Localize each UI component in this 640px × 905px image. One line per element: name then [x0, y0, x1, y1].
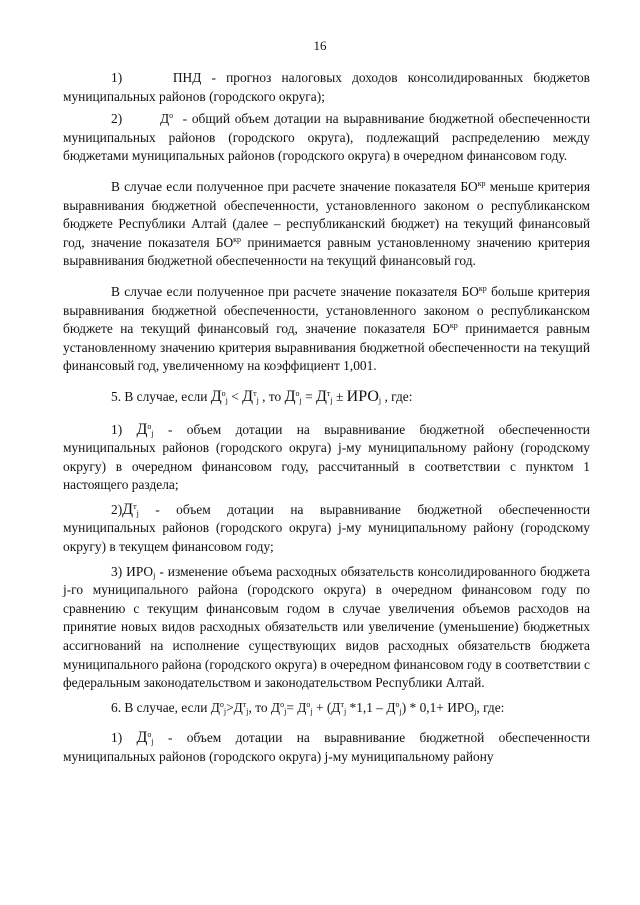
paragraph-case-5-item-2: $2)Д^т_j$ - объем дотации на выравнивание бюджетной обеспеченности муниципальных районов (городского округа) j-му муниципальному району (городскому округу) в текущем финансовом году; — [63, 500, 590, 555]
paragraph-dotation-total: 2) $Д^о$ - общий объем дотации на выравнивание бюджетной обеспеченности муниципальных районов (городского округа), подлежащий распределению между бюджетами муниципальных районов (городского округа) в очередном финансовом году. — [63, 111, 590, 164]
document-body — [63, 69, 590, 773]
paragraph-bo-less: В случае если полученное при расчете значение показателя $БО^{кр}$ меньше критерия выравнивания бюджетной обеспеченности, установленного законом о республиканском бюджете Республики Алтай (далее – республиканский бюджет) на текущий финансовый год, значение показателя $БО^{кр}$ принимается равным установленному значению критерия выравнивания бюджетной обеспеченности на текущий финансовый год. — [63, 178, 590, 269]
paragraph-case-5-item-3: 3) $ИРО_j$ - изменение объема расходных обязательств консолидированного бюджета j-го муниципального района (городского округа) в очередном финансовом году по сравнению с текущим финансовым годом в случае увеличения объемов расходов на принятие новых видов расходных обязательств или увеличение (уменьшение) бюджетных ассигнований на исполнение существующих видов расходных обязательств бюджета муниципального района (городского округа) в очередном финансовом году в соответствии с федеральным законодательством и законодательством Республики Алтай. — [63, 563, 590, 691]
paragraph-pnd: 1) ПНД - прогноз налоговых доходов консолидированных бюджетов муниципальных районов (городского округа); — [63, 70, 590, 104]
paragraph-case-5-item-1: 1) $Д^о_j$ - объем дотации на выравнивание бюджетной обеспеченности муниципальных районов (городского округа) j-му муниципальному району (городскому округу) в очередном финансовом году, рассчитанный в соответствии с пунктом 1 настоящего раздела; — [63, 420, 590, 493]
paragraph-case-5-formula: 5. В случае, если $Д^о_j < Д^т_j$ , то $Д^о_j = Д^т_j \pm ИРО_j$ , где: — [111, 387, 413, 405]
paragraph-case-6-formula: 6. В случае, если $Д^о_j>Д^т_j$, то $Д^о_j= Д^о_j + (Д^т_j$ $*1,1 - Д^о_j) * 0,1+ ИРО_j$, где: — [111, 699, 505, 716]
paragraph-case-6-item-1: 1) $Д^о_j$ - объем дотации на выравнивание бюджетной обеспеченности муниципальных районов (городского округа) j-му муниципальному району — [63, 729, 590, 764]
page-number: 16 — [313, 38, 327, 53]
paragraph-bo-greater: В случае если полученное при расчете значение показателя $БО^{кр}$ больше критерия выравнивания бюджетной обеспеченности, установленного законом о республиканском бюджете на текущий финансовый год, значение показателя $БО^{кр}$ принимается равным установленному значению критерия выравнивания бюджетной обеспеченности на текущий финансовый год, увеличенному на коэффициент 1,001. — [63, 283, 590, 374]
